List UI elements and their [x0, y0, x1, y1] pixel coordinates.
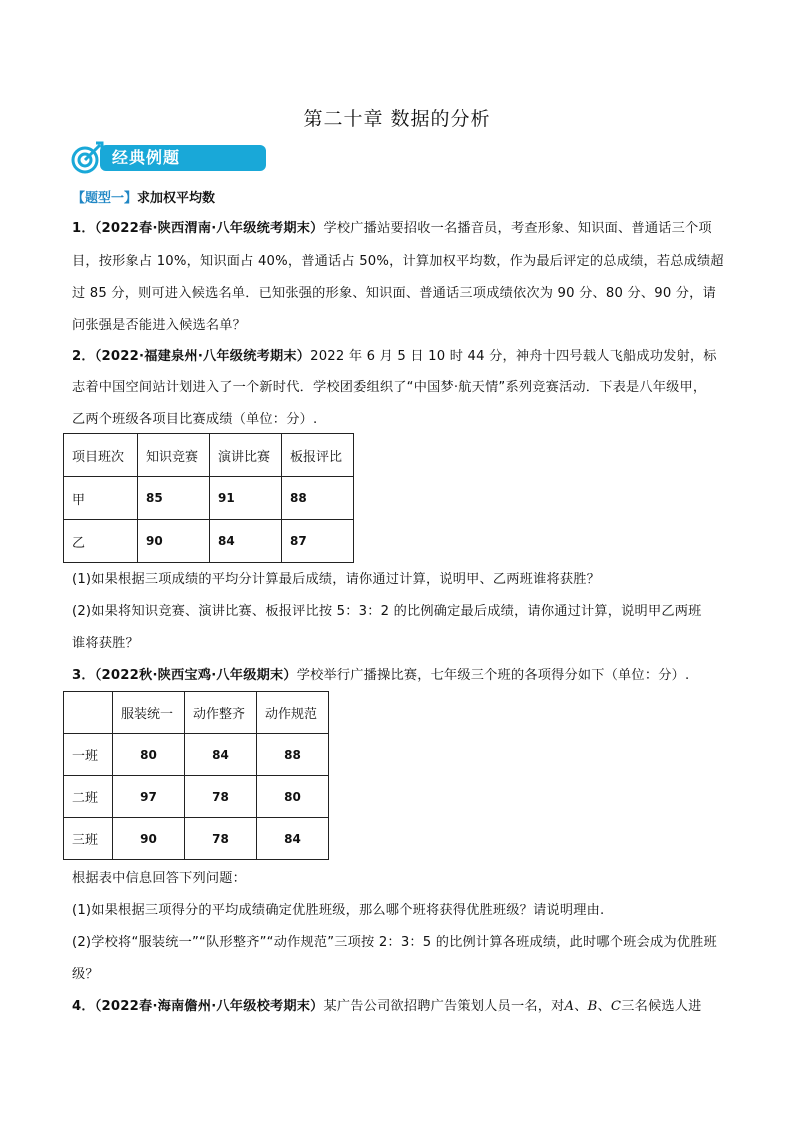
table-cell: 三班 [64, 818, 113, 860]
table-row [64, 776, 329, 818]
table-cell: 97 [113, 776, 185, 818]
table-header: 知识竞赛 [138, 434, 210, 477]
table-header [64, 692, 113, 734]
q2-line-2: 志着中国空间站计划进入了一个新时代．学校团委组织了“中国梦·航天情”系列竞赛活动．下表是八年级甲， [72, 380, 707, 395]
page-title: 第二十章 数据的分析 [303, 108, 491, 130]
table-cell: 80 [257, 776, 329, 818]
table-cell: 88 [257, 734, 329, 776]
table-header: 板报评比 [282, 434, 354, 477]
q2-sub-1: (1)如果根据三项成绩的平均分计算最后成绩，请你通过计算，说明甲、乙两班谁将获胜？ [72, 572, 601, 587]
table-cell: 80 [113, 734, 185, 776]
table-row [64, 818, 329, 860]
section-label: 求加权平均数 [137, 191, 216, 206]
q2-sub-2a: (2)如果将知识竞赛、演讲比赛、板报评比按 5：3：2 的比例确定最后成绩，请你通过计算，说明甲乙两班 [72, 604, 702, 619]
target-arrow-icon [70, 141, 104, 175]
table-cell: 84 [257, 818, 329, 860]
q2-score-table [63, 433, 354, 563]
q1-line-3: 过 85 分，则可进入候选名单．已知张强的形象、知识面、普通话三项成绩依次为 90 分、80 分、90 分，请 [72, 286, 716, 301]
table-header: 动作整齐 [185, 692, 257, 734]
table-cell: 85 [138, 477, 210, 520]
table-row [64, 434, 354, 477]
table-header: 服装统一 [113, 692, 185, 734]
table-cell: 90 [113, 818, 185, 860]
section-heading [72, 187, 215, 206]
table-header: 动作规范 [257, 692, 329, 734]
q1-line-2: 目，按形象占 10%，知识面占 40%，普通话占 50%，计算加权平均数，作为最后评定的总成绩，若总成绩超 [72, 254, 724, 269]
table-row [64, 692, 329, 734]
table-cell: 88 [282, 477, 354, 520]
table-row [64, 520, 354, 563]
q4-line-1: 4．（2022春·海南儋州·八年级校考期末）某广告公司欲招聘广告策划人员一名，对A、B、C三名候选人进 [72, 999, 702, 1014]
q2-line-1: 2．（2022·福建泉州·八年级统考期末）2022 年 6 月 5 日 10 时 44 分，神舟十四号载人飞船成功发射，标 [72, 349, 717, 364]
table-cell: 84 [185, 734, 257, 776]
table-cell: 84 [210, 520, 282, 563]
q3-intro: 根据表中信息回答下列问题： [72, 871, 247, 886]
table-header: 项目班次 [64, 434, 138, 477]
q3-sub-2b: 级？ [72, 967, 99, 982]
table-cell: 二班 [64, 776, 113, 818]
q3-sub-2a: (2)学校将“服装统一”“队形整齐”“动作规范”三项按 2：3：5 的比例计算各班成绩，此时哪个班会成为优胜班 [72, 935, 717, 950]
table-cell: 乙 [64, 520, 138, 563]
table-cell: 90 [138, 520, 210, 563]
table-cell: 87 [282, 520, 354, 563]
badge-label: 经典例题 [100, 145, 266, 171]
q1-line-1: 1．（2022春·陕西渭南·八年级统考期末）学校广播站要招收一名播音员，考查形象、知识面、普通话三个项 [72, 221, 712, 236]
table-row [64, 477, 354, 520]
table-cell: 78 [185, 776, 257, 818]
q3-line-1: 3．（2022秋·陕西宝鸡·八年级期末）学校举行广播操比赛，七年级三个班的各项得分如下（单位：分）. [72, 668, 690, 683]
q2-line-3: 乙两个班级各项目比赛成绩（单位：分）. [72, 412, 318, 427]
q2-sub-2b: 谁将获胜？ [72, 636, 139, 651]
q3-score-table [63, 691, 329, 860]
table-cell: 甲 [64, 477, 138, 520]
q1-line-4: 问张强是否能进入候选名单？ [72, 318, 247, 333]
table-cell: 91 [210, 477, 282, 520]
table-header: 演讲比赛 [210, 434, 282, 477]
table-cell: 一班 [64, 734, 113, 776]
table-cell: 78 [185, 818, 257, 860]
section-bracket: 【题型一】 [72, 191, 138, 206]
q3-sub-1: (1)如果根据三项得分的平均成绩确定优胜班级，那么哪个班将获得优胜班级？请说明理由. [72, 903, 605, 918]
table-row [64, 734, 329, 776]
